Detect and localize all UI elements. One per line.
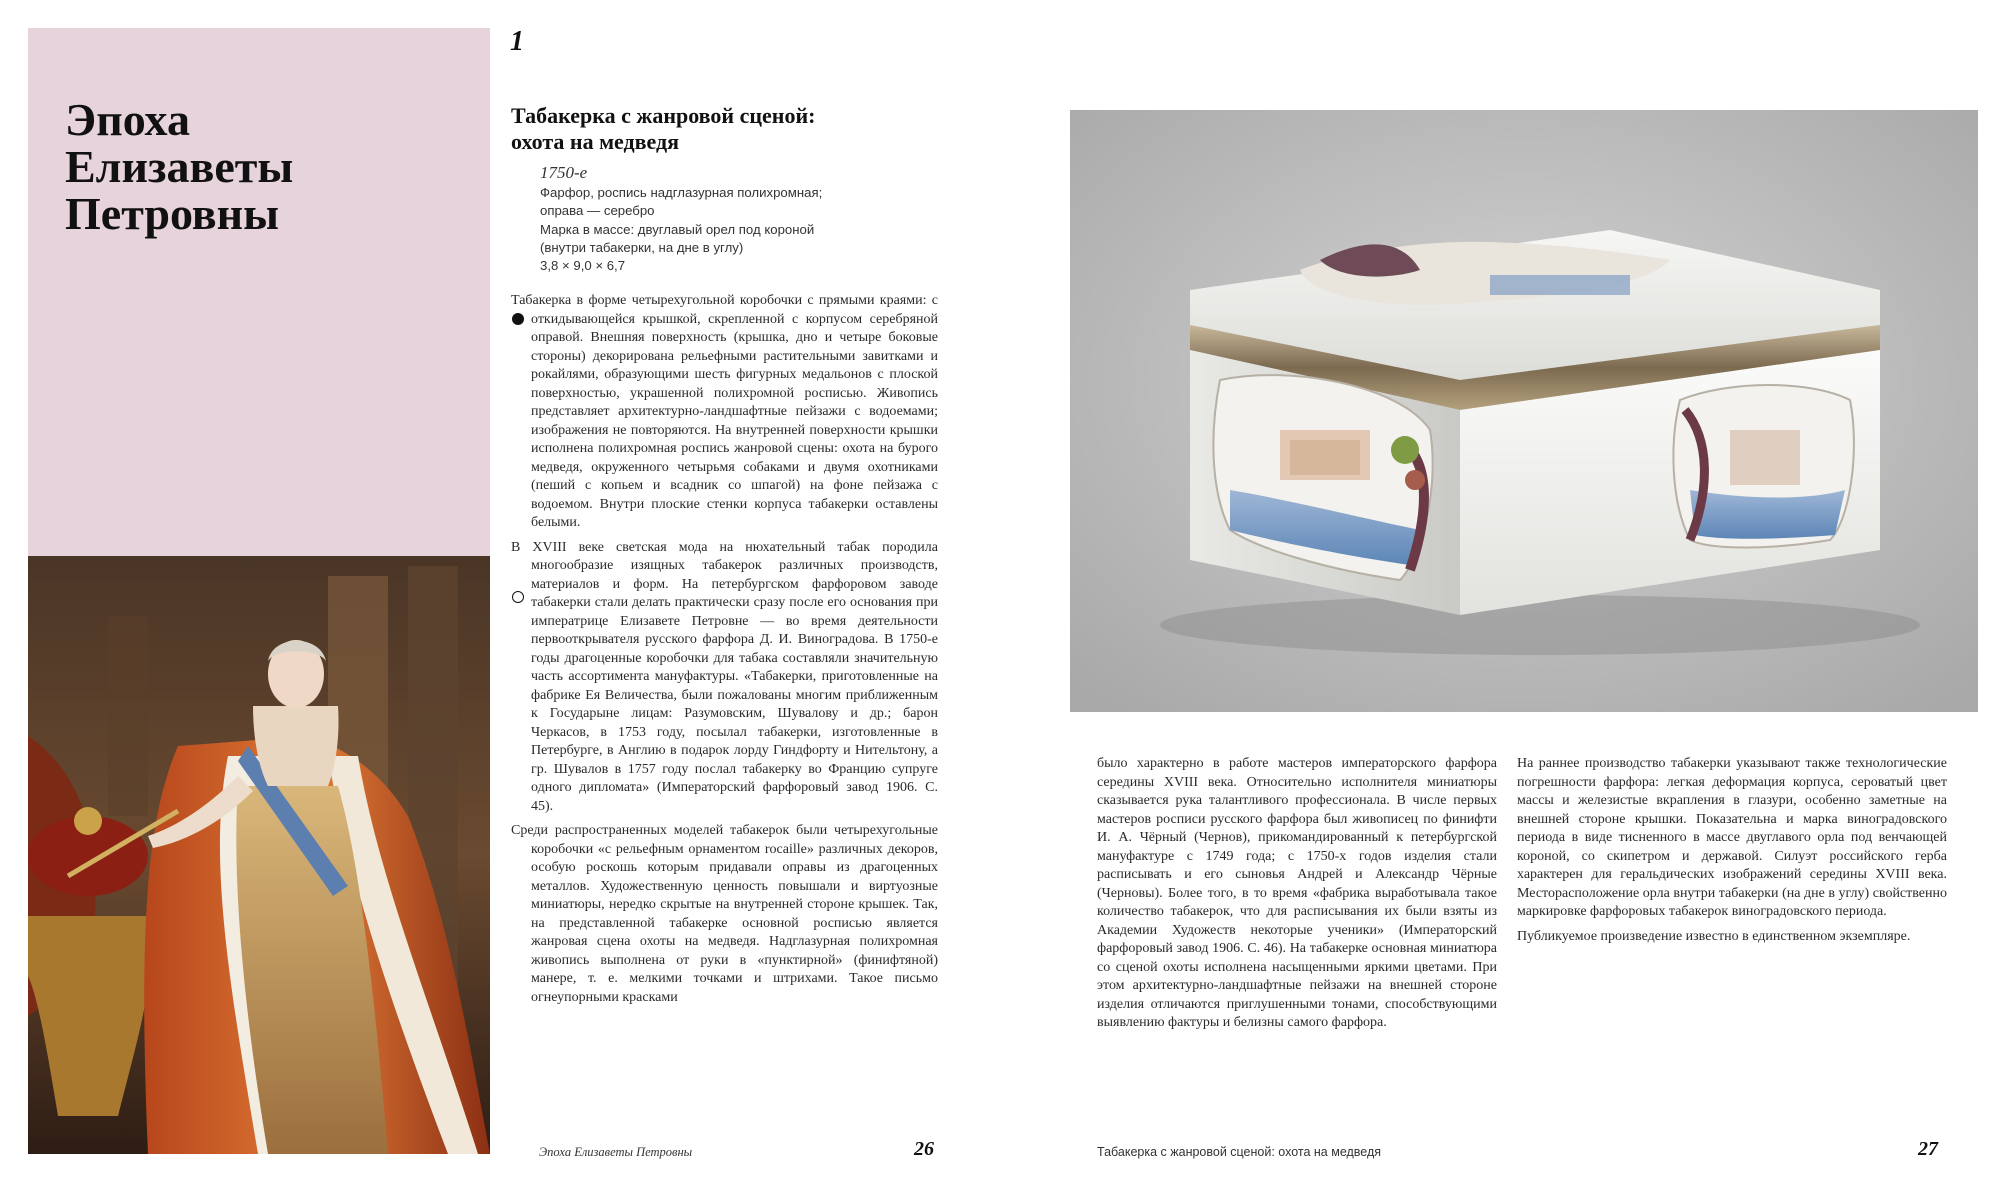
entry-metadata (540, 184, 900, 275)
catalog-number: 1 (510, 26, 524, 57)
page-number-right: 27 (1918, 1138, 1938, 1160)
paragraph: Публикуемое произведение известно в единственном экземпляре. (1517, 928, 1911, 944)
running-footer-left: Эпоха Елизаветы Петровны (539, 1145, 693, 1159)
empress-portrait-image (28, 556, 490, 1154)
entry-date: 1750-е (540, 163, 588, 182)
section-title-line: Елизаветы (65, 141, 294, 192)
paragraph: На раннее производство табакерки указывают также технологические погрешности фарфора: легкая деформация корпуса, сероватый цвет массы и железистые вкрапления в глазури, особенно заметные на внешней стороне крышки. Показательна и марка виноградовского периода в виде тисненного в массе двуглавого орла под венчающей короной, со скипетром и державой. Силуэт российского герба характерен для геральдических изображений середины XVIII века. Месторасположение орла внутри табакерки (на дне в углу) свойственно маркировке фарфоровых табакерок виноградовского периода. (1517, 756, 1947, 919)
meta-line: Марка в массе: двуглавый орел под короной (540, 221, 815, 237)
running-footer-right: Табакерка с жанровой сценой: охота на медведя (1097, 1145, 1382, 1159)
meta-line: 3,8 × 9,0 × 6,7 (540, 258, 626, 274)
entry-title-line: Табакерка с жанровой сценой: (511, 103, 816, 128)
meta-line: Фарфор, роспись надглазурная полихромная; (540, 185, 823, 200)
section-title-line: Эпоха (65, 94, 190, 145)
entry-title-line: охота на медведя (511, 129, 680, 154)
text-column-3 (1517, 755, 1947, 952)
meta-line: (внутри табакерки, на дне в углу) (540, 239, 744, 255)
paragraph: Среди распространенных моделей табакерок были четырехугольные коробочки «с рельефным орнаментом rocaille» различных декоров, особую роскошь которым придавали оправы из драгоценных металлов. Художественную ценность повышали и виртуозные миниатюры, нередко скрытые на внутренней стороне крышек. Так, на представленной табакерке основной росписью является жанровая сцена охоты на медведя. Надглазурная полихромная живопись выполнена от руки в «пунктирной» (финифтяной) манере, т. е. мелкими точками и штрихами. Такое письмо огнеупорными красками (511, 823, 938, 1005)
section-title-line: Петровны (65, 188, 280, 239)
section-title (65, 96, 465, 237)
snuffbox-photo (1070, 110, 1978, 712)
meta-line: оправа — серебро (540, 203, 655, 219)
paragraph: Табакерка в форме четырехугольной коробочки с прямыми краями: с откидывающейся крышкой, скрепленной с корпусом серебряной оправой. Внешняя поверхность (крышка, дно и четыре боковые стороны) декорирована рельефными растительными завитками и рокайлями, образующими шесть фигурных медальонов с плоской поверхностью, украшенной полихромной росписью. Живопись представляет архитектурно-ландшафтные пейзажи с водоемами; изображения не повторяются. На внутренней поверхности крышки исполнена полихромная роспись жанровой сцены: охота на бурого медведя, окруженного четырьмя собаками и двумя охотниками (пеший с копьем и всадник со шпагой) на фоне пейзажа с водоемом. Внутри плоские стенки корпуса табакерки оставлены белыми. (511, 293, 938, 530)
paragraph: В XVIII веке светская мода на нюхательный табак породила многообразие изящных табакерок различных производств, материалов и форм. На петербургском фарфоровом заводе табакерки стали делать практически сразу после его основания при императрице Елизавете Петровне — во время деятельности первооткрывателя русского фарфора Д. И. Виноградова. В 1750-е годы драгоценные коробочки для табака составляли значительную часть ассортимента мануфактуры. «Табакерки, приготовленные на фабрике Ея Величества, были пожалованы многим приближенным к Государыне лицам: Разумовским, Шувалову и др.; барон Черкасов, в 1753 году, посылал табакерки, изготовленные в Петербурге, в Англию в подарок лорду Гиндфорту и Нительтону, а гр. Шувалов в 1757 году послал табакерку во Францию супруге одного дипломата» (Императорский фарфоровый завод 1906. С. 45). (511, 539, 938, 814)
entry-title (511, 103, 931, 155)
text-column-1 (511, 292, 938, 1013)
text-column-2 (1097, 755, 1497, 1039)
page-number-left: 26 (914, 1138, 934, 1160)
paragraph: было характерно в работе мастеров императорского фарфора середины XVIII века. Относительно исполнителя миниатюры сказывается рука талантливого профессионала. В числе первых мастеров росписи русского фарфора был живописец по финифти И. А. Чёрный (Чернов), прикомандированный к петербургской мануфактуре с 1749 года; с 1750-х годов изделия стали расписывать и его сыновья Андрей и Александр Чёрные (Черновы). Более того, в то время «фабрика выработывала такое количество табакерок, что для расписывания их были взяты из Академии Художеств некоторые ученики» (Императорский фарфоровый завод 1906. С. 46). На табакерке основная миниатюра со сценой охоты исполнена насыщенными яркими цветами. При этом архитектурно-ландшафтные пейзажи на внешней стороне изделия отличаются приглушенными тонами, способствующими выявлению фактуры и белизны самого фарфора. (1097, 756, 1497, 1030)
